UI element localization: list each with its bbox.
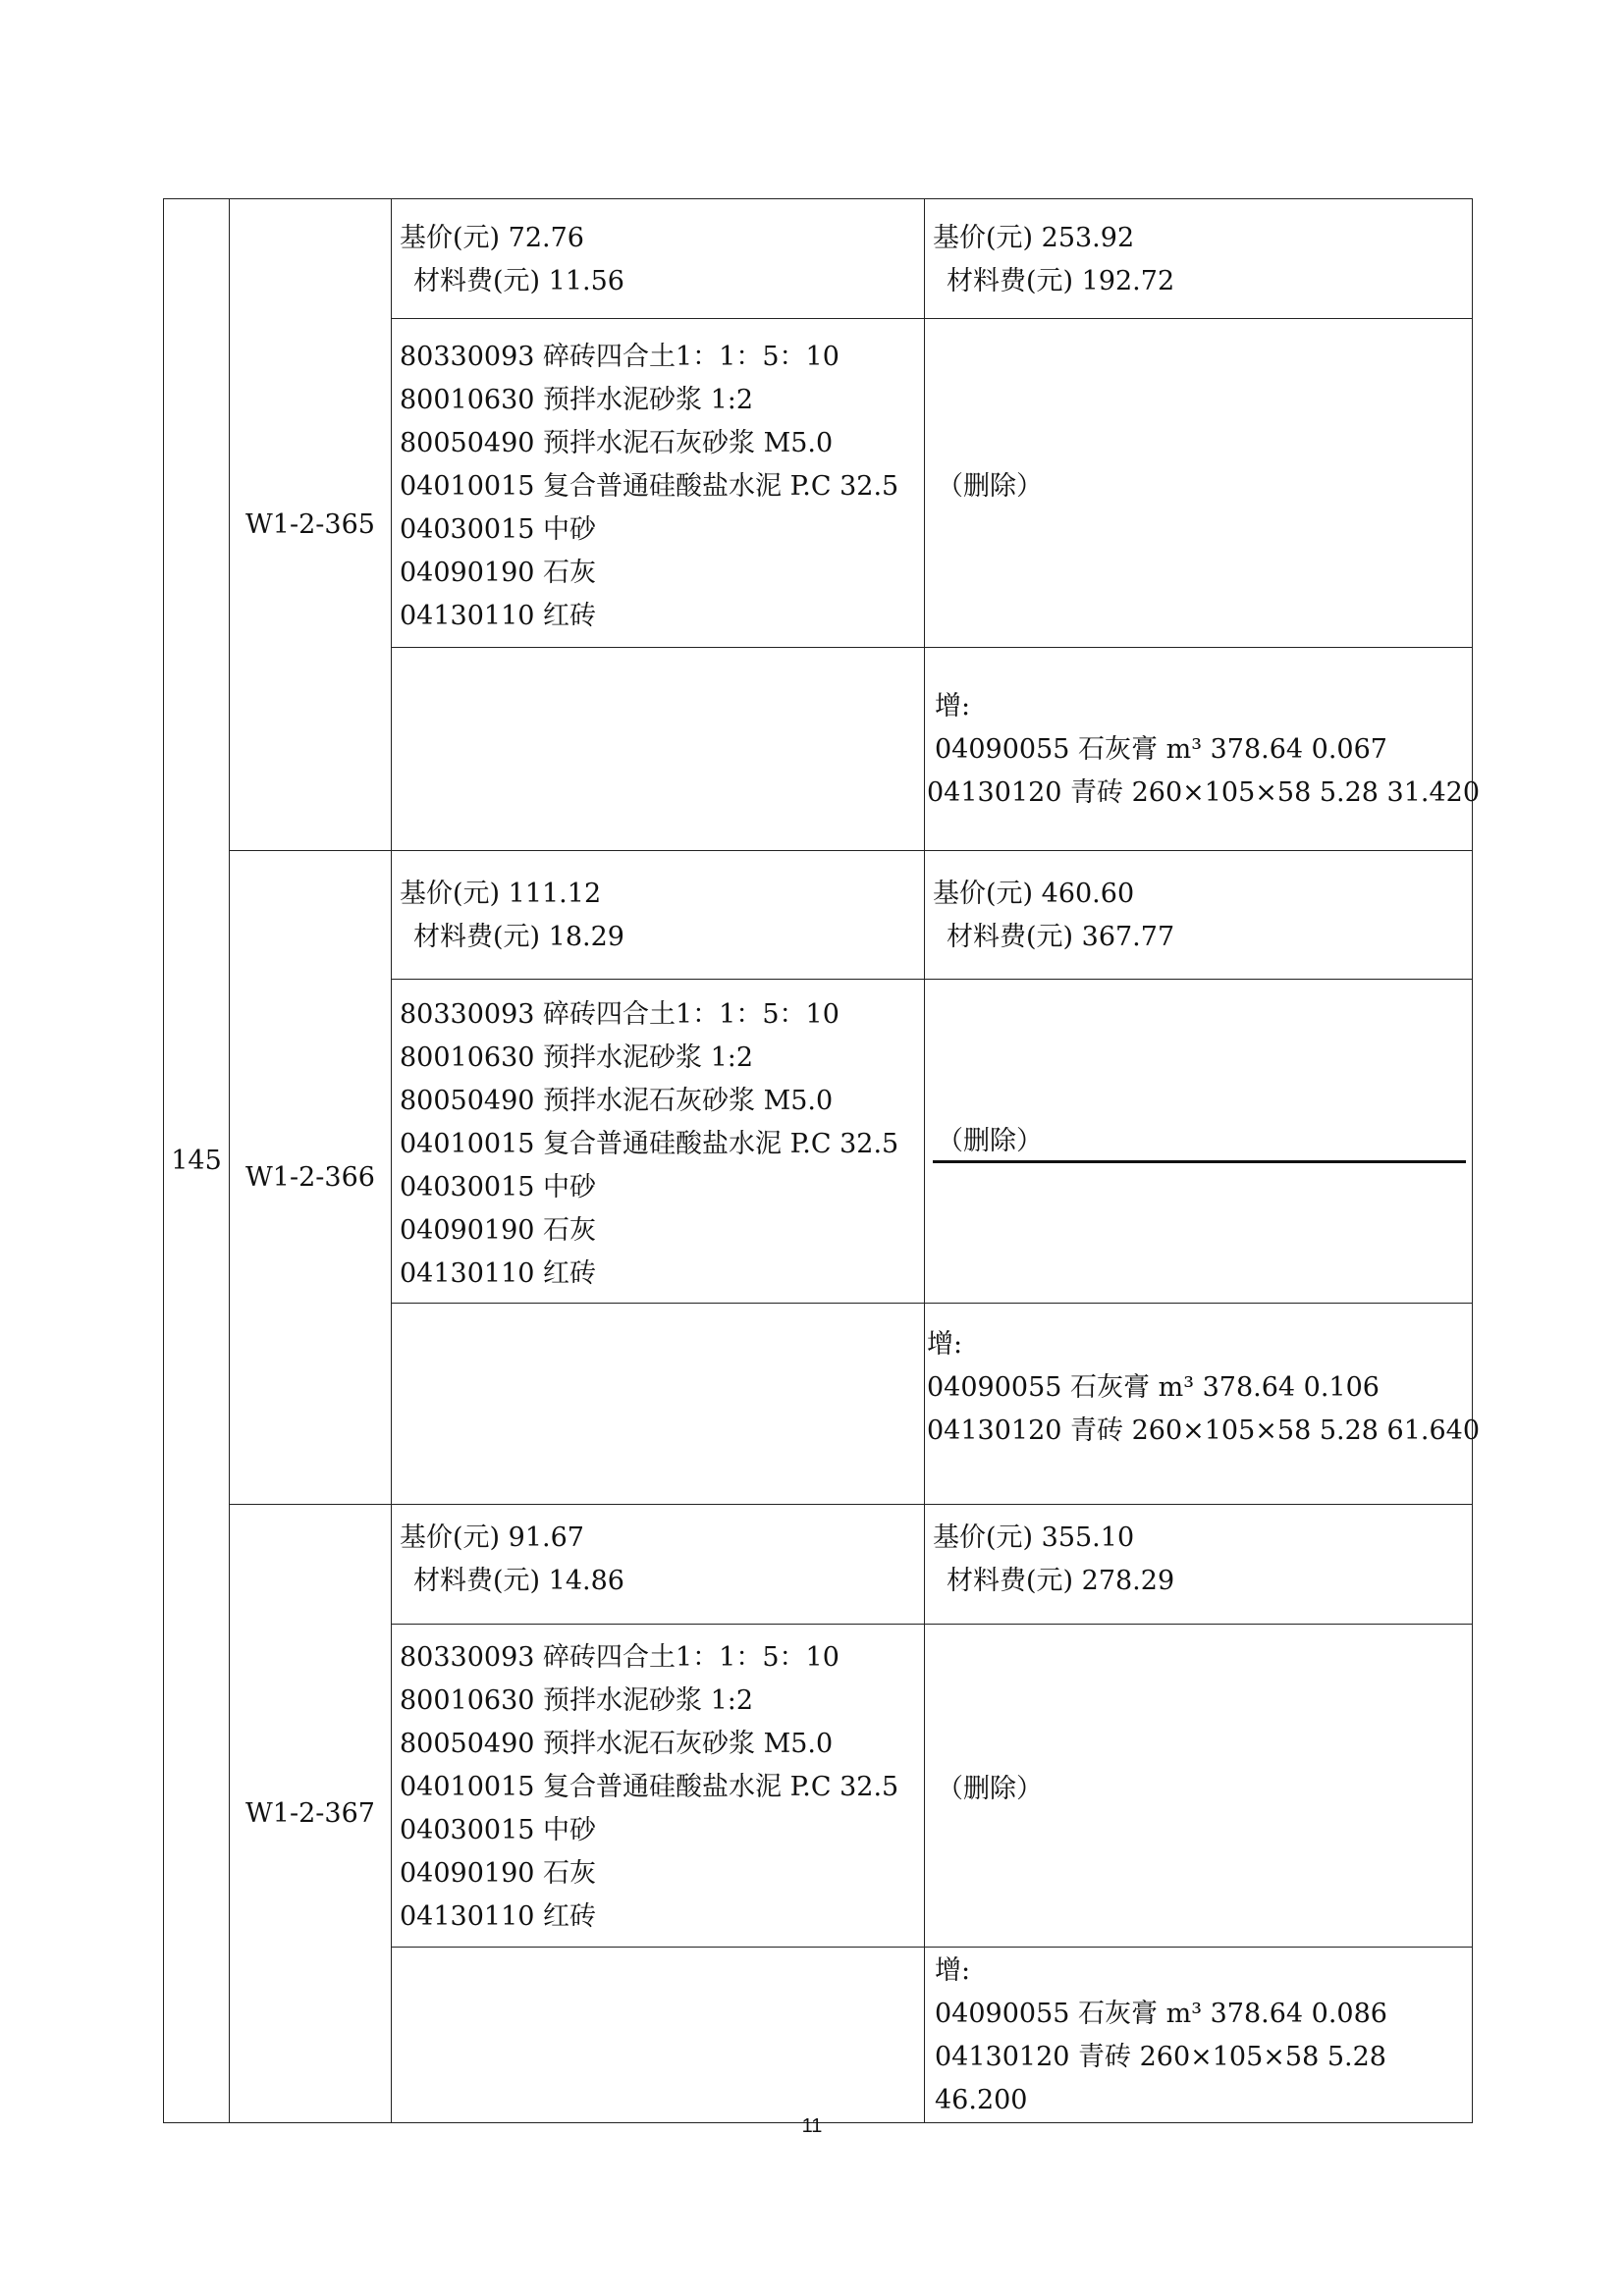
table-row (164, 851, 1473, 980)
after-price-cell (925, 1505, 1473, 1625)
material-item: 04090190 石灰 (400, 1858, 597, 1889)
material-item: 80330093 碎砖四合土1：1：5：10 (400, 999, 839, 1030)
after-material-cost: 材料费(元) 192.72 (947, 266, 1175, 296)
material-item: 80330093 碎砖四合土1：1：5：10 (400, 342, 839, 372)
strike-line (933, 1160, 1466, 1163)
delete-cell (925, 1625, 1473, 1948)
before-base-price: 基价(元) 72.76 (400, 223, 584, 253)
material-item: 80050490 预拌水泥石灰砂浆 M5.0 (400, 428, 834, 458)
material-item: 04010015 复合普通硅酸盐水泥 P.C 32.5 (400, 1772, 899, 1802)
add-item: 46.200 (935, 2085, 1028, 2115)
after-price-cell (925, 851, 1473, 980)
add-item: 04090055 石灰膏 m³ 378.64 0.086 (935, 1999, 1387, 2029)
after-material-cost: 材料费(元) 278.29 (947, 1566, 1175, 1596)
material-item: 04090190 石灰 (400, 1215, 597, 1246)
before-material-cost: 材料费(元) 18.29 (413, 922, 624, 952)
before-price-cell (392, 851, 925, 980)
add-label: 增: (935, 691, 971, 721)
empty-cell (392, 1304, 925, 1505)
item-code: W1-2-366 (245, 1162, 375, 1193)
table-row (164, 1505, 1473, 1625)
delete-label: （删除） (937, 1126, 1043, 1156)
before-base-price: 基价(元) 91.67 (400, 1522, 584, 1553)
add-item: 04090055 石灰膏 m³ 378.64 0.106 (927, 1372, 1380, 1403)
page-number: 11 (801, 2115, 823, 2137)
after-price-cell (925, 199, 1473, 319)
materials-cell (392, 319, 925, 648)
after-material-cost: 材料费(元) 367.77 (947, 922, 1175, 952)
material-item: 04010015 复合普通硅酸盐水泥 P.C 32.5 (400, 1129, 899, 1159)
item-code: W1-2-367 (245, 1798, 375, 1829)
material-item: 04130110 红砖 (400, 1258, 597, 1289)
material-item: 04030015 中砂 (400, 514, 597, 545)
empty-cell (392, 1948, 925, 2123)
delete-label: （删除） (937, 1773, 1043, 1804)
code-cell (230, 1505, 392, 2123)
material-item: 04130110 红砖 (400, 1901, 597, 1932)
after-base-price: 基价(元) 355.10 (933, 1522, 1135, 1553)
code-cell (230, 851, 392, 1505)
add-label: 增: (935, 1955, 971, 1986)
add-cell (925, 648, 1481, 851)
item-code: W1-2-365 (245, 509, 375, 540)
before-base-price: 基价(元) 111.12 (400, 879, 602, 909)
table-row (164, 199, 1473, 319)
material-item: 80330093 碎砖四合土1：1：5：10 (400, 1642, 839, 1673)
materials-cell (392, 1625, 925, 1948)
material-item: 04030015 中砂 (400, 1815, 597, 1845)
material-item: 80010630 预拌水泥砂浆 1:2 (400, 385, 754, 415)
material-item: 80010630 预拌水泥砂浆 1:2 (400, 1685, 754, 1716)
code-cell (230, 199, 392, 851)
before-price-cell (392, 199, 925, 319)
material-item: 04030015 中砂 (400, 1172, 597, 1202)
delete-label: （删除） (937, 470, 1043, 502)
add-item: 04090055 石灰膏 m³ 378.64 0.067 (935, 734, 1387, 765)
material-item: 04130110 红砖 (400, 601, 597, 631)
add-item: 04130120 青砖 260×105×58 5.28 (935, 2042, 1386, 2072)
empty-cell (392, 648, 925, 851)
material-item: 04010015 复合普通硅酸盐水泥 P.C 32.5 (400, 471, 899, 502)
revision-table (163, 198, 1481, 2123)
after-base-price: 基价(元) 460.60 (933, 879, 1135, 909)
materials-cell (392, 980, 925, 1304)
before-price-cell (392, 1505, 925, 1625)
add-cell (925, 1304, 1481, 1505)
row-number: 145 (171, 1146, 222, 1176)
delete-cell (925, 980, 1473, 1304)
material-item: 04090190 石灰 (400, 558, 597, 588)
add-label: 增: (927, 1329, 963, 1360)
add-cell (925, 1948, 1473, 2123)
row-number-cell (164, 199, 230, 2123)
before-material-cost: 材料费(元) 11.56 (413, 266, 624, 296)
after-base-price: 基价(元) 253.92 (933, 223, 1135, 253)
before-material-cost: 材料费(元) 14.86 (413, 1566, 624, 1596)
material-item: 80010630 预拌水泥砂浆 1:2 (400, 1042, 754, 1073)
delete-cell (925, 319, 1473, 648)
material-item: 80050490 预拌水泥石灰砂浆 M5.0 (400, 1729, 834, 1759)
add-item: 04130120 青砖 260×105×58 5.28 61.640 (927, 1415, 1481, 1446)
material-item: 80050490 预拌水泥石灰砂浆 M5.0 (400, 1086, 834, 1116)
add-item: 04130120 青砖 260×105×58 5.28 31.420 (927, 777, 1481, 808)
